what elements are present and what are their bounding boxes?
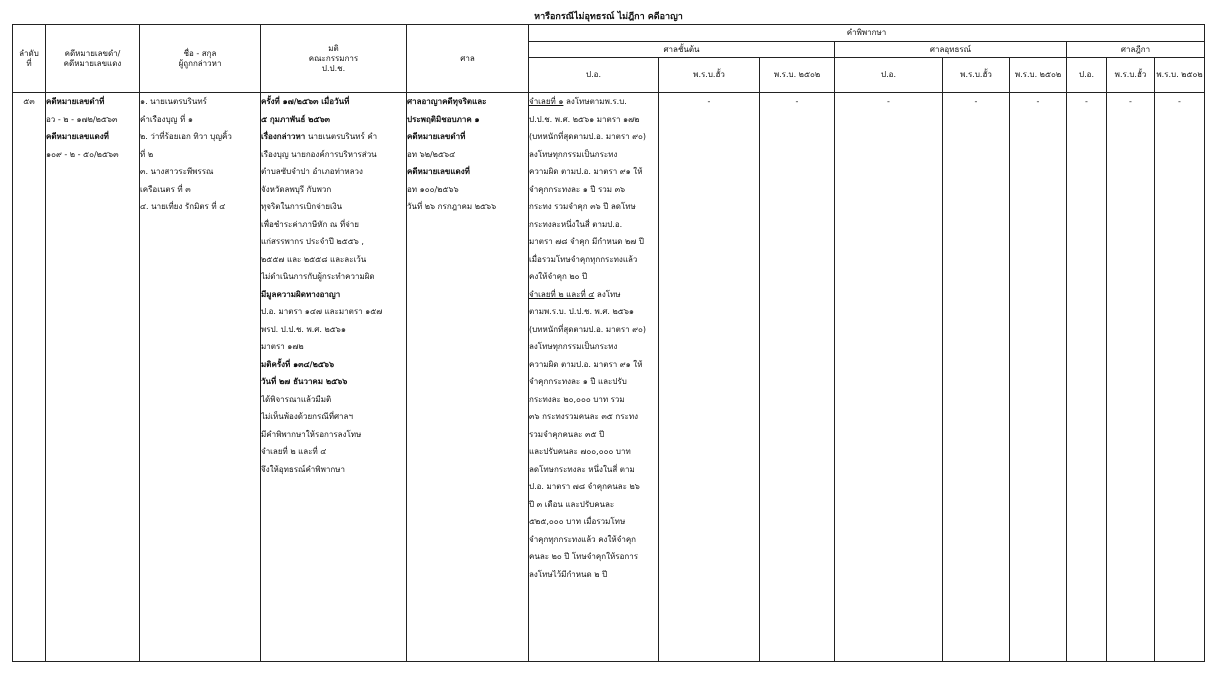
verdict-line-text: ๓๖ กระทงรวมคนละ ๓๕ กระทง [529, 412, 639, 421]
resolution-line-text: ๒๕๕๗ และ ๒๕๕๘ และละเว้น [261, 254, 367, 264]
verdict-line [529, 356, 658, 374]
row-resolution [261, 93, 407, 662]
resolution-line-text: เรืองบุญ นายกองค์การบริหารส่วน [261, 149, 377, 159]
verdict-line-text: ป.อ. มาตรา ๗๘ จำคุกคนละ ๒๖ [529, 482, 640, 491]
verdict-line-text: ความผิด ตามป.อ. มาตรา ๙๑ ให้ [529, 359, 643, 369]
resolution-line-text: มาตรา ๑๗๒ [261, 342, 304, 351]
resolution-line [261, 286, 406, 304]
row-first-court-po [529, 93, 659, 662]
accused-name-line: ๔. นายเที่ยง รักมิตร ที่ ๔ [140, 202, 226, 211]
resolution-line [261, 181, 406, 199]
row-first-act-2502: - [760, 93, 835, 662]
verdict-line [529, 303, 658, 321]
verdict-line [529, 426, 658, 444]
verdict-line-text: ลงโทษทุกกรรมเป็นกระทง [529, 149, 618, 159]
verdict-line-text: ปี ๓ เดือน และปรับคนละ [529, 499, 615, 509]
header-appeal-act-2502: พ.ร.บ. ๒๕๐๒ [1010, 58, 1067, 93]
verdict-line [529, 268, 658, 286]
resolution-line [261, 93, 406, 111]
verdict-line-underlined-label: จำเลยที่ ๑ [529, 97, 564, 106]
header-first-po: ป.อ. [529, 58, 659, 93]
verdict-line [529, 496, 658, 514]
header-appeal-po: ป.อ. [835, 58, 943, 93]
verdict-line-text: และปรับคนละ ๗๐๐,๐๐๐ บาท [529, 447, 631, 456]
verdict-line-text: จำคุกกระทงละ ๑ ปี รวม ๓๖ [529, 184, 626, 194]
verdict-line-text: ลงโทษไว้มีกำหนด ๒ ปี [529, 569, 608, 579]
resolution-line [261, 198, 406, 216]
verdict-line-text: จำคุกกระทงละ ๑ ปี และปรับ [529, 377, 627, 386]
verdict-line [529, 548, 658, 566]
header-supreme-act-2502: พ.ร.บ. ๒๕๐๒ [1155, 58, 1205, 93]
accused-name-line: ๒. ว่าที่ร้อยเอก ทิวา บุญคิ้ว [140, 132, 232, 141]
resolution-line [261, 128, 406, 146]
verdict-line [529, 93, 658, 111]
resolution-line [261, 146, 406, 164]
resolution-line [261, 216, 406, 234]
resolution-line-text: พรป. ป.ป.ช. พ.ศ. ๒๕๖๑ [261, 324, 346, 334]
row-appeal-bid-act: - [943, 93, 1010, 662]
header-resolution: มติ คณะกรรมการ ป.ป.ช. [261, 25, 407, 93]
resolution-line-text: นายเนตรบรินทร์ คำ [308, 132, 378, 141]
resolution-line [261, 251, 406, 269]
resolution-line [261, 408, 406, 426]
header-seq: ลำดับ ที่ [13, 25, 46, 93]
verdict-line [529, 531, 658, 549]
header-first-bid-act: พ.ร.บ.ฮั้ว [659, 58, 760, 93]
court-line-text: วันที่ ๒๖ กรกฎาคม ๒๕๖๖ [407, 202, 497, 211]
resolution-line-text: มีมูลความผิดทางอาญา [261, 289, 341, 299]
court-line-text: อท ๖๒/๒๕๖๔ [407, 149, 456, 159]
verdict-line [529, 391, 658, 409]
header-court-appeal: ศาลอุทธรณ์ [835, 42, 1067, 58]
verdict-line [529, 181, 658, 199]
verdict-line [529, 111, 658, 129]
header-appeal-bid-act: พ.ร.บ.ฮั้ว [943, 58, 1010, 93]
verdict-line-text: ๕๒๕,๐๐๐ บาท เมื่อรวมโทษ [529, 517, 626, 526]
verdict-line [529, 321, 658, 339]
row-accused-names [140, 93, 261, 662]
court-line [407, 181, 528, 199]
resolution-line [261, 233, 406, 251]
court-line-text: อท ๑๐๐/๒๕๖๖ [407, 184, 459, 194]
resolution-line [261, 443, 406, 461]
verdict-line-text: (บทหนักที่สุดตามป.อ. มาตรา ๙๐) [529, 132, 647, 141]
header-supreme-bid-act: พ.ร.บ.ฮั้ว [1107, 58, 1155, 93]
verdict-line-text: กระทงละหนึ่งในสี่ ตามป.อ. [529, 219, 623, 229]
verdict-line-text: ลดโทษกระทงละ หนึ่งในสี่ ตาม [529, 464, 635, 474]
resolution-line-text: ตำบลซับจำปา อำเภอท่าหลวง [261, 167, 363, 176]
resolution-line-text: วันที่ ๒๗ ธันวาคม ๒๕๖๖ [261, 377, 348, 386]
resolution-line-text: จึงให้อุทธรณ์คำพิพากษา [261, 464, 345, 474]
verdict-line-text: (บทหนักที่สุดตามป.อ. มาตรา ๙๐) [529, 324, 647, 334]
accused-name-line: ๑. นายเนตรบรินทร์ [140, 97, 207, 106]
verdict-line-text: รวมจำคุกคนละ ๓๕ ปี [529, 429, 605, 439]
verdict-line-text: ลงโทษ [594, 289, 621, 299]
verdict-line-text: กระทงละ ๒๐,๐๐๐ บาท รวม [529, 394, 625, 404]
verdict-line-text: ความผิด ตามป.อ. มาตรา ๙๑ ให้ [529, 167, 643, 176]
resolution-line-text: ครั้งที่ ๑๗/๒๕๖๓ เมื่อวันที่ [261, 97, 350, 106]
court-line [407, 198, 528, 216]
row-court [407, 93, 529, 662]
resolution-line-text: ได้พิจารณาแล้วมีมติ [261, 394, 332, 404]
row-appeal-act-2502: - [1010, 93, 1067, 662]
court-line-text: ประพฤติมิชอบภาค ๑ [407, 114, 480, 124]
verdict-line [529, 373, 658, 391]
row-supreme-act-2502: - [1155, 93, 1205, 662]
verdict-line-text: จำคุกทุกกระทงแล้ว คงให้จำคุก [529, 534, 637, 544]
resolution-line [261, 373, 406, 391]
court-line [407, 146, 528, 164]
court-line-text: ศาลอาญาคดีทุจริตและ [407, 97, 487, 106]
header-verdict: คำพิพากษา [529, 25, 1205, 42]
resolution-line [261, 391, 406, 409]
court-line-text: คดีหมายเลขแดงที่ [407, 167, 470, 176]
verdict-line [529, 128, 658, 146]
accused-name-line: ๓. นางสาวระพีพรรณ [140, 167, 214, 176]
verdict-line [529, 163, 658, 181]
resolution-line [261, 303, 406, 321]
row-case-numbers: คดีหมายเลขดำที่ อว - ๒ - ๑๗๒/๒๕๖๓ คดีหมายเลขแดงที่ ๑๐๙ - ๒ - ๕๐/๒๕๖๓ [46, 93, 140, 662]
verdict-line-text: ตามพ.ร.บ. ป.ป.ช. พ.ศ. ๒๕๖๑ [529, 307, 635, 316]
resolution-line-text: ไม่ดำเนินการกับผู้กระทำความผิด [261, 272, 375, 281]
header-first-act-2502: พ.ร.บ. ๒๕๐๒ [760, 58, 835, 93]
header-court-supreme: ศาลฎีกา [1067, 42, 1205, 58]
verdict-line [529, 513, 658, 531]
verdict-line-text: ป.ป.ช. พ.ศ. ๒๕๖๑ มาตรา ๑๗๒ [529, 114, 640, 124]
resolution-line-text: ทุจริตในการเบิกจ่ายเงิน [261, 202, 343, 211]
header-supreme-po: ป.อ. [1067, 58, 1107, 93]
verdict-line [529, 233, 658, 251]
row-appeal-po: - [835, 93, 943, 662]
resolution-line-text: ๕ กุมภาพันธ์ ๒๕๖๓ [261, 114, 331, 124]
resolution-line [261, 268, 406, 286]
verdict-line-text: กระทง รวมจำคุก ๓๖ ปี ลดโทษ [529, 202, 636, 211]
header-case-no: คดีหมายเลขดำ/ คดีหมายเลขแดง [46, 25, 140, 93]
verdict-line-text: คนละ ๒๐ ปี โทษจำคุกให้รอการ [529, 552, 639, 561]
verdict-line-text: คงให้จำคุก ๒๐ ปี [529, 272, 588, 281]
resolution-line-text: แก่สรรพากร ประจำปี ๒๕๕๖ , [261, 237, 364, 246]
verdict-line-text: เมื่อรวมโทษจำคุกทุกกระทงแล้ว [529, 254, 638, 264]
verdict-table [12, 24, 1205, 662]
resolution-line-text: มีคำพิพากษาให้รอการลงโทษ [261, 429, 362, 439]
row-supreme-po: - [1067, 93, 1107, 662]
row-seq: ๕๓ [13, 93, 46, 662]
header-accused-name: ชื่อ - สกุล ผู้ถูกกล่าวหา [140, 25, 261, 93]
verdict-line-underlined-label: จำเลยที่ ๒ และที่ ๔ [529, 289, 595, 299]
resolution-line-text: จำเลยที่ ๒ และที่ ๔ [261, 447, 327, 456]
resolution-line [261, 426, 406, 444]
court-line [407, 111, 528, 129]
verdict-line [529, 478, 658, 496]
resolution-line [261, 321, 406, 339]
accused-name-line: เครือเนตร ที่ ๓ [140, 184, 191, 194]
resolution-line-text: มติครั้งที่ ๑๓๔/๒๕๖๖ [261, 359, 335, 369]
verdict-line [529, 461, 658, 479]
verdict-line-text: มาตรา ๗๘ จำคุก มีกำหนด ๒๗ ปี [529, 237, 644, 246]
verdict-line [529, 408, 658, 426]
page-caption: หารือกรณีไม่อุทธรณ์ ไม่ฎีกา คดีอาญา [534, 12, 683, 22]
resolution-line-text: เพื่อชำระค่าภาษีหัก ณ ที่จ่าย [261, 219, 359, 229]
resolution-line [261, 163, 406, 181]
court-line [407, 128, 528, 146]
row-first-bid-act: - [659, 93, 760, 662]
row-supreme-bid-act: - [1107, 93, 1155, 662]
court-line [407, 93, 528, 111]
table-row [13, 93, 1205, 662]
verdict-line [529, 566, 658, 584]
verdict-line-text: ลงโทษตามพ.ร.บ. [563, 97, 627, 106]
verdict-line [529, 251, 658, 269]
resolution-line [261, 338, 406, 356]
accused-name-line: ที่ ๒ [140, 149, 154, 159]
header-court: ศาล [407, 25, 529, 93]
verdict-line [529, 286, 658, 304]
verdict-line [529, 216, 658, 234]
accused-name-line: คำเรืองบุญ ที่ ๑ [140, 114, 193, 124]
resolution-line [261, 356, 406, 374]
resolution-line-bold-label: เรื่องกล่าวหา [261, 132, 309, 141]
resolution-line [261, 461, 406, 479]
resolution-line-text: ป.อ. มาตรา ๑๔๗ และมาตรา ๑๕๗ [261, 307, 383, 316]
header-court-first: ศาลชั้นต้น [529, 42, 835, 58]
verdict-line [529, 338, 658, 356]
resolution-line-text: ไม่เห็นพ้องด้วยกรณีที่ศาลฯ [261, 412, 353, 421]
verdict-line-text: ลงโทษทุกกรรมเป็นกระทง [529, 342, 618, 351]
court-line [407, 163, 528, 181]
verdict-line [529, 146, 658, 164]
court-line-text: คดีหมายเลขดำที่ [407, 132, 466, 141]
resolution-line [261, 111, 406, 129]
verdict-line [529, 198, 658, 216]
resolution-line-text: จังหวัดลพบุรี กับพวก [261, 184, 332, 194]
verdict-line [529, 443, 658, 461]
